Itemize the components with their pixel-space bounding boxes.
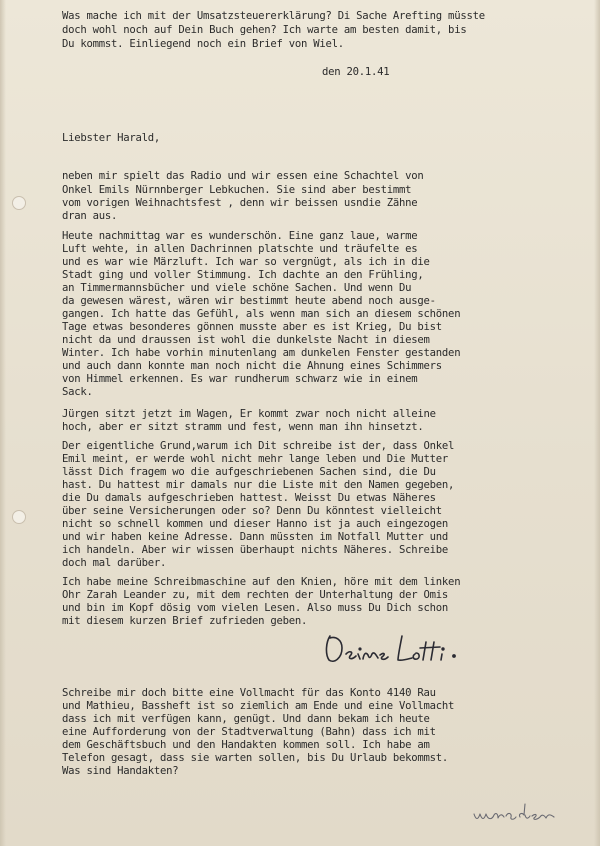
paragraph-line: Ohr Zarah Leander zu, mit dem rechten der Unterhaltung der Omis	[62, 589, 449, 601]
paragraph-line: Winter. Ich habe vorhin minutenlang am dunkelen Fenster gestanden	[62, 347, 461, 359]
paragraph-line: vom vorigen Weihnachtsfest , denn wir beissen usndie Zähne	[62, 197, 418, 209]
letter-date: den 20.1.41	[322, 66, 390, 78]
paragraph-line: Der eigentliche Grund,warum ich Dit schreibe ist der, dass Onkel	[62, 440, 455, 452]
paragraph-line: da gewesen wärest, wären wir bestimmt heute abend noch ausge-	[62, 295, 436, 307]
handwritten-pencil-annotation	[470, 798, 566, 826]
paragraph-line: und auch dann konnte man noch nicht die Ahnung eines Schimmers	[62, 360, 442, 372]
postscript-line: Schreibe mir doch bitte eine Vollmacht für das Konto 4140 Rau	[62, 687, 436, 699]
paragraph-line: hoch, aber er sitzt stramm und fest, wenn man ihn hinsetzt.	[62, 421, 424, 433]
paragraph-line: und es war wie Märzluft. Ich war so vergnügt, als ich in die	[62, 256, 430, 268]
paragraph-line: von Himmel erkennen. Es war rundherum schwarz wie in einem	[62, 373, 418, 385]
header-line: doch wohl noch auf Dein Buch gehen? Ich warte am besten damit, bis	[62, 24, 467, 36]
paragraph-line: nicht so schnell kommen und dieser Hanno ist ja auch eingezogen	[62, 518, 449, 530]
paragraph-line: hast. Du hattest mir damals nur die Liste mit den Namen gegeben,	[62, 479, 455, 491]
paragraph-line: ich handeln. Aber wir wissen überhaupt nichts Näheres. Schreibe	[62, 544, 449, 556]
paper-edge-right	[594, 0, 600, 846]
paragraph-line: Emil meint, er werde wohl nicht mehr lange leben und Die Mutter	[62, 453, 449, 465]
paragraph-line: mit diesem kurzen Brief zufrieden geben.	[62, 615, 308, 627]
paragraph-line: doch mal darüber.	[62, 557, 167, 569]
paragraph-line: nicht da und draussen ist wohl die dunkelste Nacht in diesem	[62, 334, 430, 346]
header-line: Was mache ich mit der Umsatzsteuererklärung? Di Sache Arefting müsste	[62, 10, 485, 22]
header-line: Du kommst. Einliegend noch ein Brief von Wiel.	[62, 38, 344, 50]
paragraph-line: lässt Dich fragem wo die aufgeschriebenen Sachen sind, die Du	[62, 466, 436, 478]
paragraph-line: neben mir spielt das Radio und wir essen eine Schachtel von	[62, 170, 424, 182]
postscript-line: Telefon gesagt, dass sie warten sollen, bis Du Urlaub bekommst.	[62, 752, 449, 764]
postscript-line: und Mathieu, Bassheft ist so ziemlich am Ende und eine Vollmacht	[62, 700, 455, 712]
postscript-line: eine Aufforderung von der Stadtverwaltung (Bahn) dass ich mit	[62, 726, 436, 738]
paragraph-line: und bin im Kopf dösig vom vielen Lesen. Also muss Du Dich schon	[62, 602, 449, 614]
paragraph-line: dran aus.	[62, 210, 118, 222]
paragraph-line: über seine Versicherungen oder so? Denn Du könntest vielleicht	[62, 505, 442, 517]
paragraph-line: Jürgen sitzt jetzt im Wagen, Er kommt zwar noch nicht alleine	[62, 408, 436, 420]
postscript-line: dem Geschäftsbuch und den Handakten kommen soll. Ich habe am	[62, 739, 430, 751]
paragraph-line: Tage etwas besonderes gönnen musste aber es ist Krieg, Du bist	[62, 321, 442, 333]
paragraph-line: Stadt ging und voller Stimmung. Ich dachte an den Frühling,	[62, 269, 424, 281]
paragraph-line: gangen. Ich hatte das Gefühl, als wenn man sich an diesem schönen	[62, 308, 461, 320]
paragraph-line: Sack.	[62, 386, 93, 398]
salutation: Liebster Harald,	[62, 132, 161, 144]
punch-hole	[12, 196, 26, 210]
paper-edge-left	[0, 0, 6, 846]
paragraph-line: Onkel Emils Nürnnberger Lebkuchen. Sie sind aber bestimmt	[62, 184, 412, 196]
paragraph-line: und wir haben keine Adresse. Dann müssten im Notfall Mutter und	[62, 531, 449, 543]
paragraph-line: an Timmermannsbücher und viele schöne Sachen. Und wenn Du	[62, 282, 412, 294]
paragraph-line: die Du damals aufgeschrieben hattest. Weisst Du etwas Näheres	[62, 492, 436, 504]
handwritten-signature	[322, 628, 467, 670]
postscript-line: dass ich mit verfügen kann, genügt. Und dann bekam ich heute	[62, 713, 430, 725]
paragraph-line: Heute nachmittag war es wunderschön. Eine ganz laue, warme	[62, 230, 418, 242]
paragraph-line: Luft wehte, in allen Dachrinnen platschte und träufelte es	[62, 243, 418, 255]
punch-hole	[12, 510, 26, 524]
postscript-line: Was sind Handakten?	[62, 765, 179, 777]
paragraph-line: Ich habe meine Schreibmaschine auf den Knien, höre mit dem linken	[62, 576, 461, 588]
